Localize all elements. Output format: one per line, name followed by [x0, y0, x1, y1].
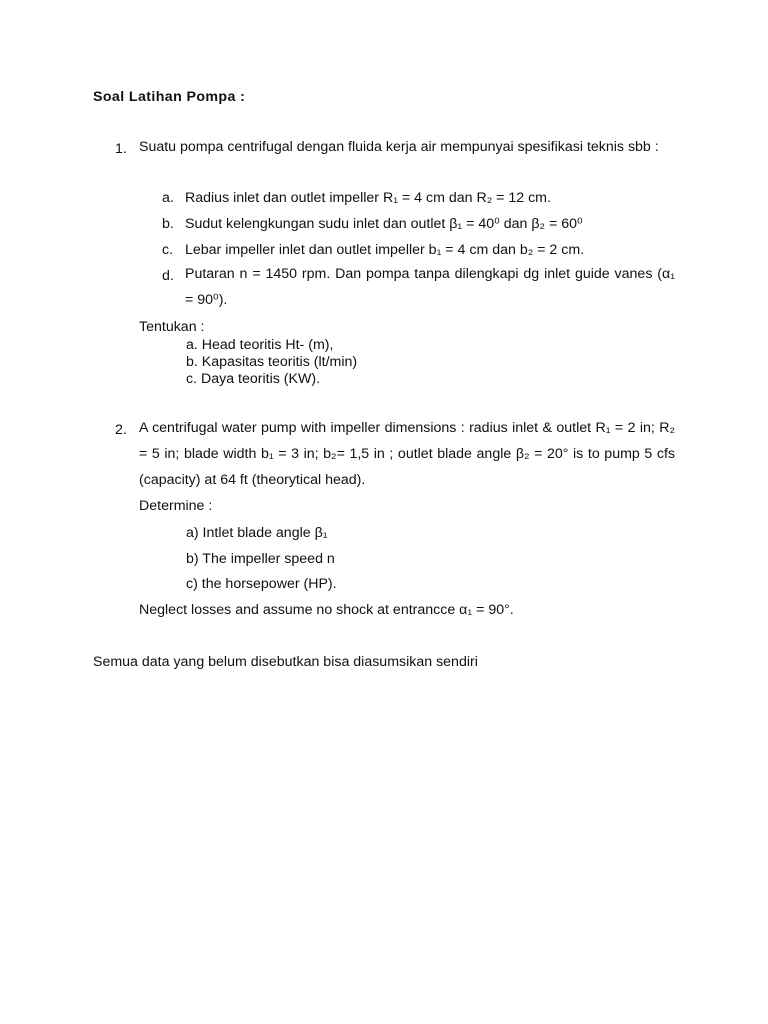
spec-d-letter: d. — [162, 268, 174, 284]
determine-label: Determine : — [139, 498, 213, 514]
question-1-intro: Suatu pompa centrifugal dengan fluida kerja air mempunyai spesifikasi teknis sbb : — [139, 139, 659, 155]
question-2-text: A centrifugal water pump with impeller dimensions : radius inlet & outlet R₁ = 2 in; R₂ = 5 in; blade width b₁ = 3 in; b₂= 1,5 in ; outlet blade angle β₂ = 20° is to pump 5 cfs (capacity) at 64 ft (theorytical head). — [139, 420, 675, 488]
task-1c: c. Daya teoritis (KW). — [186, 371, 321, 387]
page-title: Soal Latihan Pompa : — [93, 89, 246, 105]
task-1a: a. Head teoritis Ht- (m), — [186, 337, 334, 353]
task-1b: b. Kapasitas teoritis (lt/min) — [186, 354, 358, 370]
task-2a: a) Intlet blade angle β₁ — [186, 525, 328, 541]
question-2-note: Neglect losses and assume no shock at entrancce α₁ = 90°. — [139, 602, 514, 618]
task-2b: b) The impeller speed n — [186, 551, 335, 567]
spec-b-letter: b. — [162, 216, 174, 232]
spec-c-letter: c. — [162, 242, 174, 258]
task-2c: c) the horsepower (HP). — [186, 576, 337, 592]
question-2-number: 2. — [115, 422, 127, 438]
spec-c-text: Lebar impeller inlet dan outlet impeller b₁ = 4 cm dan b₂ = 2 cm. — [185, 242, 585, 258]
spec-a-text: Radius inlet dan outlet impeller R₁ = 4 cm dan R₂ = 12 cm. — [185, 190, 551, 206]
footer-note: Semua data yang belum disebutkan bisa diasumsikan sendiri — [93, 654, 478, 670]
tentukan-label: Tentukan : — [139, 319, 205, 335]
spec-d-text: Putaran n = 1450 rpm. Dan pompa tanpa dilengkapi dg inlet guide vanes (α₁ = 90⁰). — [185, 266, 675, 308]
spec-b-text: Sudut kelengkungan sudu inlet dan outlet β₁ = 40⁰ dan β₂ = 60⁰ — [185, 216, 583, 232]
question-1-number: 1. — [115, 141, 127, 157]
spec-a-letter: a. — [162, 190, 174, 206]
